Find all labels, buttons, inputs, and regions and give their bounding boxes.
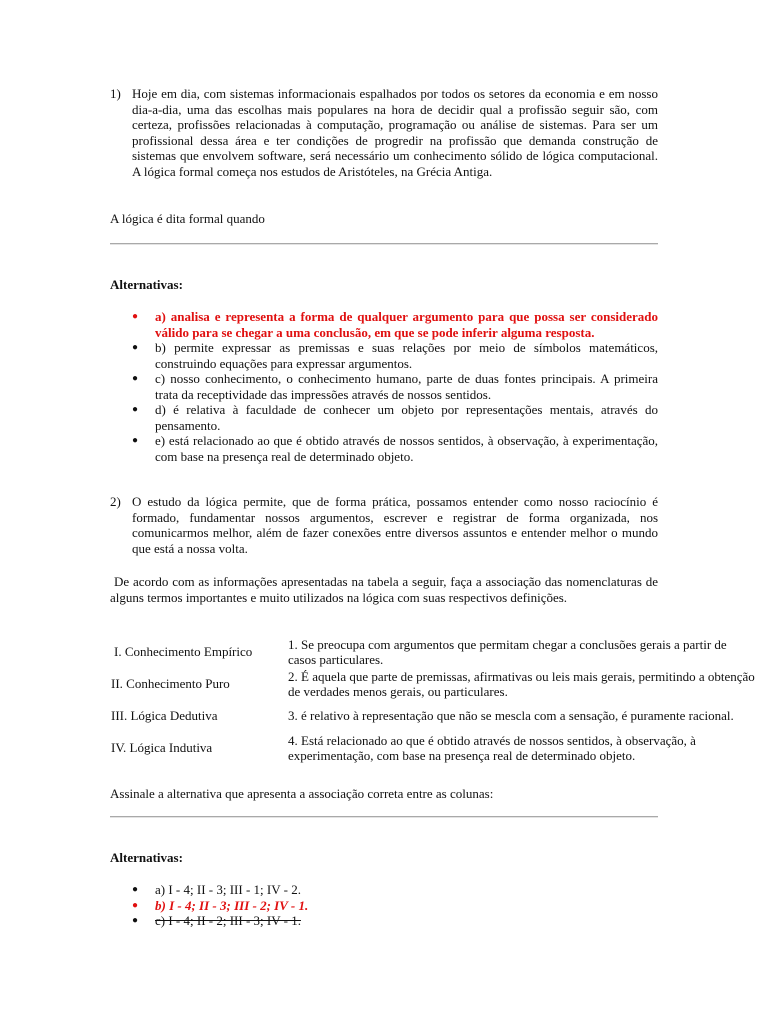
bullet-icon: ● xyxy=(132,404,139,415)
option-text: a) analisa e representa a forma de qualquer argumento para que possa ser considerado válido para se chegar a uma conclusão, em que se pode inferir alguma resposta. xyxy=(155,309,658,340)
question-1 xyxy=(110,86,658,179)
option-text: d) é relativa à faculdade de conhecer um objeto por representações mentais, através do pensamento. xyxy=(155,402,658,433)
term-cell: II. Conhecimento Puro xyxy=(111,676,230,692)
option-b[interactable] xyxy=(110,340,658,371)
option-text: c) I - 4; II - 2; III - 3; IV - 1. xyxy=(155,913,301,928)
bullet-icon: ● xyxy=(132,884,139,895)
table-row xyxy=(108,636,758,668)
question-prompt: A lógica é dita formal quando xyxy=(110,211,265,226)
option-text: b) permite expressar as premissas e suas relações por meio de símbolos matemáticos, construindo equações para expressar argumentos. xyxy=(155,340,658,371)
option-c[interactable] xyxy=(110,371,658,402)
question-intro: De acordo com as informações apresentadas na tabela a seguir, faça a associação das nomenclaturas de alguns termos importantes e muito utilizados na lógica com suas respectivos definições. xyxy=(110,574,658,605)
option-a[interactable] xyxy=(110,882,658,898)
bullet-icon: ● xyxy=(132,899,139,911)
divider xyxy=(110,816,658,818)
term-cell: IV. Lógica Indutiva xyxy=(111,740,213,756)
option-e[interactable] xyxy=(110,433,658,464)
question-text: Hoje em dia, com sistemas informacionais espalhados por todos os setores da economia e em nosso dia-a-dia, uma das escolhas mais populares na hora de decidir qual a profissão seguir são, com certeza, profissões relacionadas à computação, programação ou análise de sistemas. Para ser um profissional dessa área e ter condições de progredir na profissão que demanda construção de sistemas que envolvem software, será necessário um conhecimento sólido de lógica computacional. A lógica formal começa nos estudos de Aristóteles, na Grécia Antiga. xyxy=(132,86,658,179)
option-a[interactable] xyxy=(110,309,658,340)
table-row xyxy=(108,668,758,700)
option-d[interactable] xyxy=(110,402,658,433)
term-cell: I. Conhecimento Empírico xyxy=(114,644,253,660)
definition-cell: 1. Se preocupa com argumentos que permitam chegar a conclusões gerais a partir de casos particulares. xyxy=(288,636,727,667)
option-text: c) nosso conhecimento, o conhecimento humano, parte de duas fontes principais. A primeira trata da receptividade das impressões através de nossos sentidos. xyxy=(155,371,658,402)
question-2 xyxy=(110,494,658,556)
alternatives-heading: Alternativas: xyxy=(110,850,183,865)
definition-cell: 2. É aquela que parte de premissas, afirmativas ou leis mais gerais, permitindo a obtenção de verdades menos gerais, ou particulares. xyxy=(288,668,755,699)
question-text: O estudo da lógica permite, que de forma prática, possamos entender como nosso raciocínio é formado, fundamentar nossos argumentos, escrever e registrar de forma organizada, nos comunicarmos melhor, além de fazer conexões entre diversos assuntos e entender melhor o mundo que está a nossa volta. xyxy=(132,494,658,556)
table-row xyxy=(108,700,758,732)
association-table xyxy=(108,636,758,764)
question-number: 1) xyxy=(110,86,121,101)
alternatives-heading: Alternativas: xyxy=(110,277,183,292)
definition-cell: 4. Está relacionado ao que é obtido através de nossos sentidos, à observação, à experimentação, com base na presença real de determinado objeto. xyxy=(288,732,696,763)
question-number: 2) xyxy=(110,494,121,509)
option-text: e) está relacionado ao que é obtido através de nossos sentidos, à observação, à experimentação, com base na presença real de determinado objeto. xyxy=(155,433,658,464)
bullet-icon: ● xyxy=(132,311,139,322)
option-c[interactable] xyxy=(110,913,658,929)
question-prompt: Assinale a alternativa que apresenta a associação correta entre as colunas: xyxy=(110,786,494,801)
option-b[interactable] xyxy=(110,898,658,914)
table-row xyxy=(108,732,758,764)
bullet-icon: ● xyxy=(132,342,139,353)
option-text: a) I - 4; II - 3; III - 1; IV - 2. xyxy=(155,882,301,897)
definition-cell: 3. é relativo à representação que não se mescla com a sensação, é puramente racional. xyxy=(288,708,734,724)
bullet-icon: ● xyxy=(132,915,139,926)
option-text: b) I - 4; II - 3; III - 2; IV - 1. xyxy=(155,897,309,913)
term-cell: III. Lógica Dedutiva xyxy=(111,708,218,724)
bullet-icon: ● xyxy=(132,435,139,446)
divider xyxy=(110,243,658,245)
options-list xyxy=(110,309,658,464)
bullet-icon: ● xyxy=(132,373,139,384)
options-list xyxy=(110,882,658,929)
